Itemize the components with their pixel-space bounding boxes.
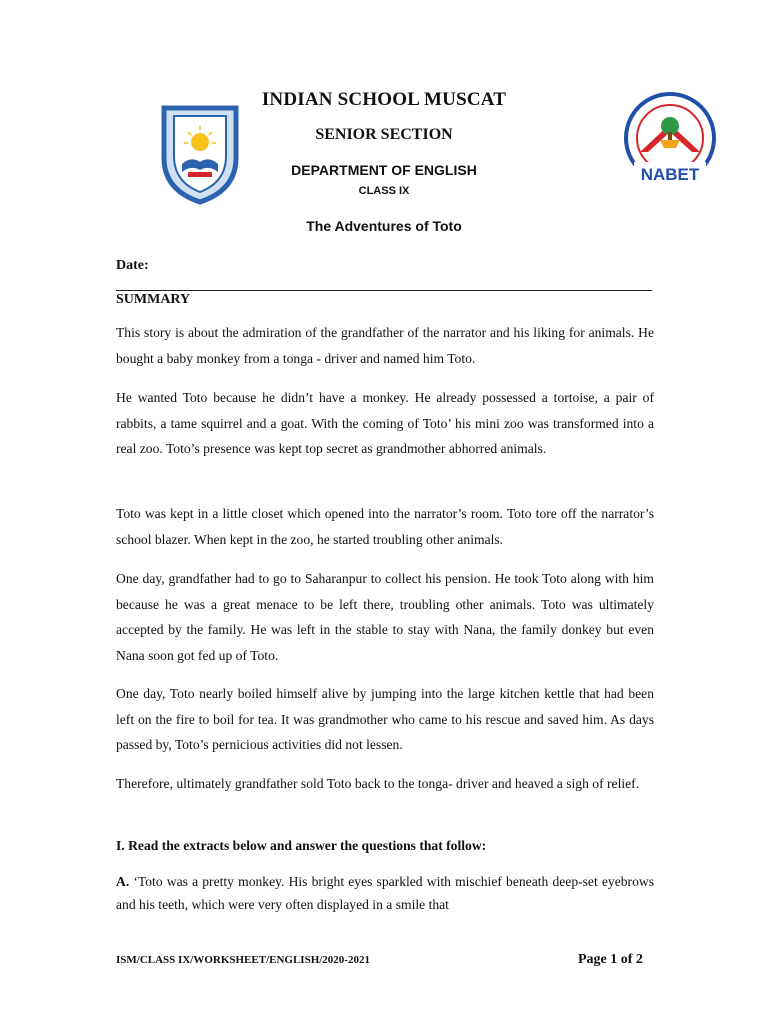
summary-heading: SUMMARY xyxy=(116,292,191,307)
extract-a xyxy=(116,870,654,916)
summary-paragraph-1: This story is about the admiration of the grandfather of the narrator and his liking for animals. He bought a baby monkey from a tonga - driver and named him Toto. xyxy=(116,325,654,366)
summary-paragraph-6: Therefore, ultimately grandfather sold Toto back to the tonga- driver and heaved a sigh of relief. xyxy=(116,776,640,791)
summary-paragraph-3: Toto was kept in a little closet which opened into the narrator’s room. Toto tore off the narrator’s school blazer. When kept in the zoo, he started troubling other animals. xyxy=(116,506,654,547)
class-label: CLASS IX xyxy=(358,185,410,197)
summary-paragraph-5: One day, Toto nearly boiled himself alive by jumping into the large kitchen kettle that had been left on the fire to boil for tea. It was grandmother who came to his rescue and saved him. As days passed by, Toto’s pernicious activities did not lessen. xyxy=(116,686,654,752)
divider-line xyxy=(116,290,652,291)
extract-label: A. xyxy=(116,874,130,889)
section-name: SENIOR SECTION xyxy=(315,126,453,143)
footer-code: ISM/CLASS IX/WORKSHEET/ENGLISH/2020-2021 xyxy=(116,954,370,966)
extract-text: ‘Toto was a pretty monkey. His bright eyes sparkled with mischief beneath deep-set eyebrows and his teeth, which were very often displayed in a smile that xyxy=(116,874,654,912)
department-name: DEPARTMENT OF ENGLISH xyxy=(291,162,477,178)
school-name: INDIAN SCHOOL MUSCAT xyxy=(261,89,507,110)
summary-paragraph-2: He wanted Toto because he didn’t have a monkey. He already possessed a tortoise, a pair of rabbits, a tame squirrel and a goat. With the coming of Toto’ his mini zoo was transformed into a real zoo. Toto’s presence was kept top secret as grandmother abhorred animals. xyxy=(116,390,654,456)
summary-paragraph-4: One day, grandfather had to go to Saharanpur to collect his pension. He took Toto along with him because he was a great menace to be left there, troubling other animals. Toto was ultimately accepted by the family. He was left in the stable to stay with Nana, the family donkey but even Nana soon got fed up of Toto. xyxy=(116,571,654,663)
worksheet-title: The Adventures of Toto xyxy=(306,218,462,234)
svg-text:NABET: NABET xyxy=(640,165,700,184)
question-heading: I. Read the extracts below and answer the questions that follow: xyxy=(116,838,487,853)
page-number: Page 1 of 2 xyxy=(578,952,643,967)
date-label: Date: xyxy=(116,258,149,273)
